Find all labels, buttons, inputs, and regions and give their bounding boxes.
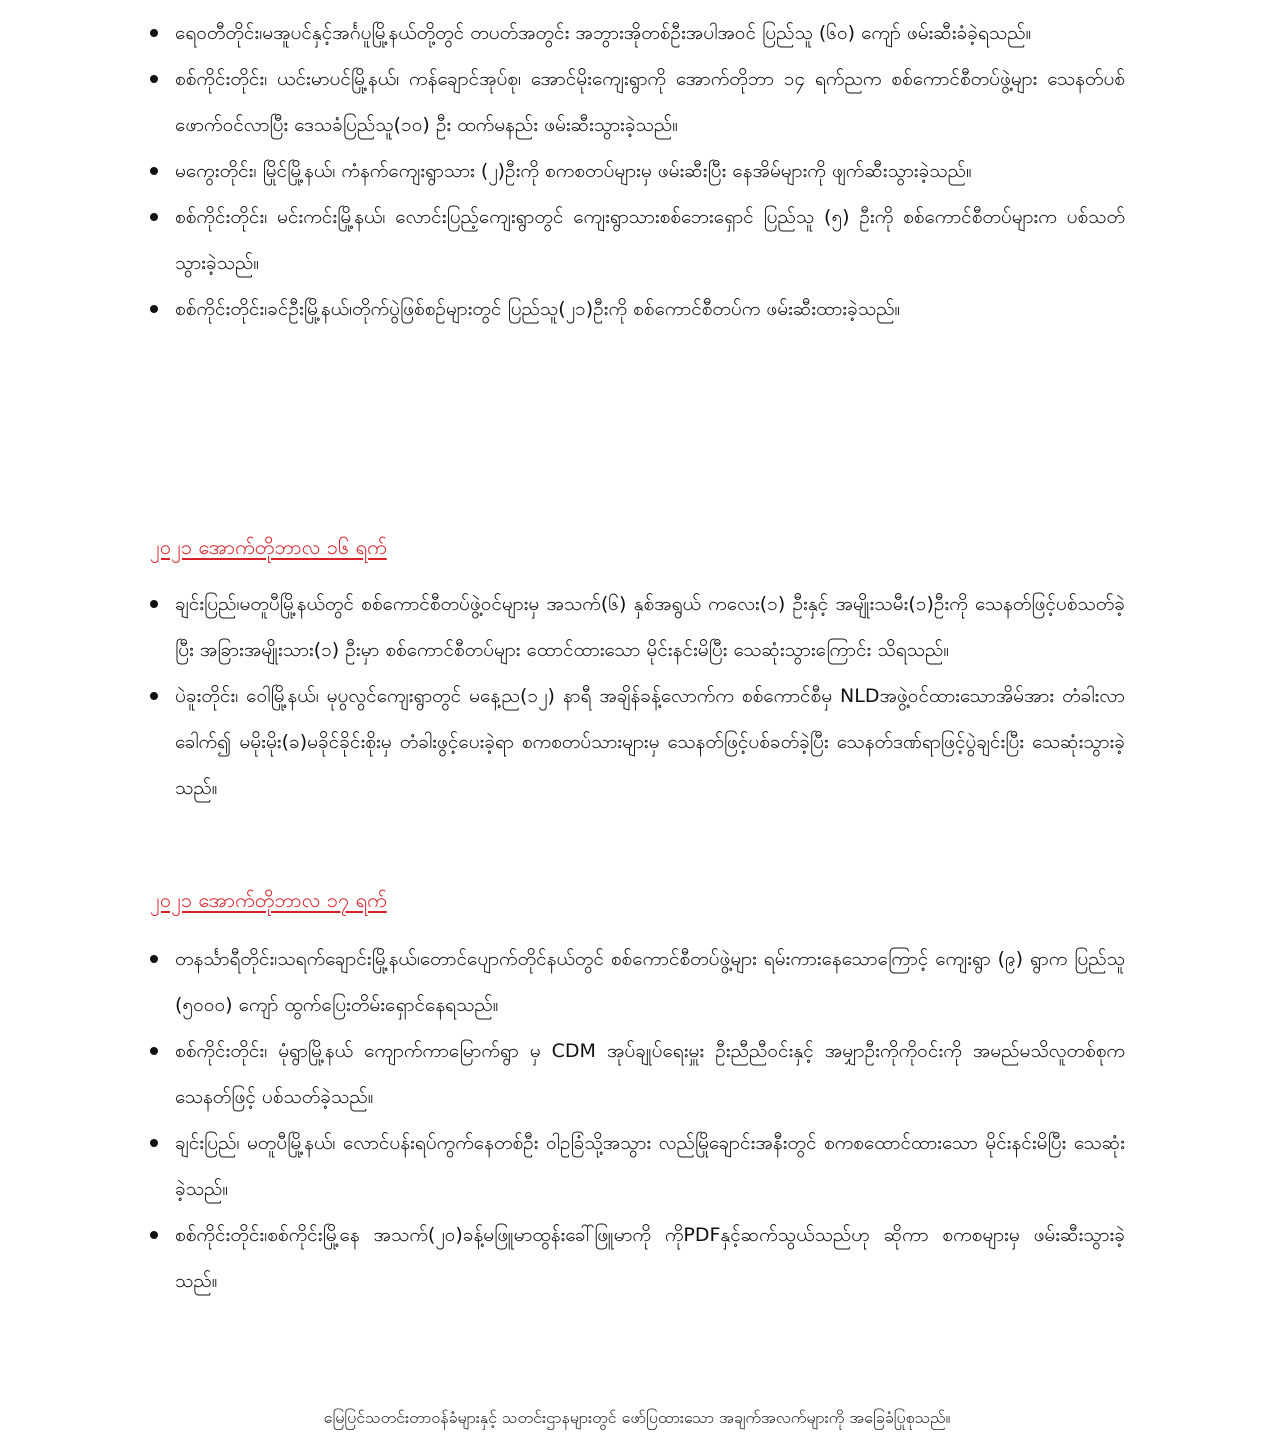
- list-item-text: တနင်္သာရီတိုင်း၊သရက်ချောင်းမြို့နယ်၊တောင်ပျောက်တိုင်နယ်တွင် စစ်ကောင်စီတပ်ဖွဲ့များ ရမ်းကားနေသောကြောင့် ကျေးရွာ (၉) ရွာက ပြည်သူ (၅၀၀၀) ကျော် ထွက်ပြေးတိမ်းရှောင်နေရသည်။: [175, 948, 1125, 1016]
- bullet-icon: [150, 1047, 158, 1055]
- list-item: [150, 673, 1125, 811]
- bullet-icon: [150, 75, 158, 83]
- list-item: [150, 936, 1125, 1028]
- list-item: [150, 286, 1125, 332]
- list-item: [150, 56, 1125, 148]
- date-heading-oct-17: ၂၀၂၁ အောက်တိုဘာလ ၁၇ ရက်: [150, 888, 387, 912]
- bullet-icon: [150, 305, 158, 313]
- list-item: [150, 1028, 1125, 1120]
- bullet-icon: [150, 167, 158, 175]
- incident-list-section3: [150, 936, 1125, 1304]
- list-item-text: ရေဝတီတိုင်း၊မအူပင်နှင့်အင်္ဂပူမြို့နယ်တို့တွင် တပတ်အတွင်း အဘွားအိုတစ်ဦးအပါအဝင် ပြည်သူ (၆၀) ကျော် ဖမ်းဆီးခံခဲ့ရသည်။: [175, 22, 1032, 44]
- bullet-icon: [150, 1231, 158, 1239]
- list-item: [150, 194, 1125, 286]
- list-item: [150, 1120, 1125, 1212]
- bullet-icon: [150, 29, 158, 37]
- list-item-text: စစ်ကိုင်းတိုင်း၊ ယင်းမာပင်မြို့နယ်၊ ကန်ချောင်အုပ်စု၊ အောင်မိုးကျေးရွာကို အောက်တိုဘာ ၁၄ ရက်ညက စစ်ကောင်စီတပ်ဖွဲ့များ သေနတ်ပစ်ဖောက်ဝင်လာပြီး ဒေသခံပြည်သူ(၁၀) ဦး ထက်မနည်း ဖမ်းဆီးသွားခဲ့သည်။: [175, 68, 1125, 136]
- bullet-icon: [150, 213, 158, 221]
- list-item: [150, 1212, 1125, 1304]
- list-item-text: စစ်ကိုင်းတိုင်း၊စစ်ကိုင်းမြို့နေ အသက်(၂၀)ခန့်မဖြူမာထွန်းခေါ်ဖြူမာကို ကိုPDFနှင့်ဆက်သွယ်သည်ဟု ဆိုကာ စကစများမှ ဖမ်းဆီးသွားခဲ့သည်။: [175, 1224, 1125, 1292]
- incident-list-section2: [150, 581, 1125, 811]
- list-item: [150, 581, 1125, 673]
- list-item-text: ပဲခူးတိုင်း၊ ဝေါမြို့နယ်၊ မုပွလွင်ကျေးရွာတွင် မနေ့ည(၁၂) နာရီ အချိန်ခန့်လောက်က စစ်ကောင်စီမှ NLDအဖွဲ့ဝင်ထားသောအိမ်အား တံခါးလာခေါက်၍ မမိုးမိုး(ခ)မခိုင်ခိုင်းစိုးမှ တံခါးဖွင့်ပေးခဲ့ရာ စကစတပ်သားများမှ သေနတ်ဖြင့်ပစ်ခတ်ခဲ့ပြီး သေနတ်ဒဏ်ရာဖြင့်ပွဲချင်းပြီး သေဆုံးသွားခဲ့သည်။: [175, 685, 1125, 799]
- date-heading-oct-16: ၂၀၂၁ အောက်တိုဘာလ ၁၆ ရက်: [150, 535, 387, 559]
- bullet-icon: [150, 1139, 158, 1147]
- list-item-text: စစ်ကိုင်းတိုင်း၊ခင်ဦးမြို့နယ်၊တိုက်ပွဲဖြစ်စဉ်များတွင် ပြည်သူ(၂၁)ဦးကို စစ်ကောင်စီတပ်က ဖမ်းဆီးထားခဲ့သည်။: [175, 298, 901, 320]
- list-item-text: ချင်းပြည်၊ မတူပီမြို့နယ်၊ လောင်ပန်းရပ်ကွက်နေတစ်ဦး ဝါဥခြံသို့အသွား လည်မြိုချောင်းအနီးတွင် စကစထောင်ထားသော မိုင်းနင်းမိပြီး သေဆုံးခဲ့သည်။: [175, 1132, 1125, 1200]
- bullet-icon: [150, 955, 158, 963]
- bullet-icon: [150, 600, 158, 608]
- list-item-text: စစ်ကိုင်းတိုင်း၊ မင်းကင်းမြို့နယ်၊ လောင်းပြည့်ကျေးရွာတွင် ကျေးရွာသားစစ်ဘေးရှောင် ပြည်သူ (၅) ဦးကို စစ်ကောင်စီတပ်များက ပစ်သတ်သွားခဲ့သည်။: [175, 206, 1125, 274]
- list-item-text: မကွေးတိုင်း၊ မြိုင်မြို့နယ်၊ ကံနက်ကျေးရွာသား (၂)ဦးကို စကစတပ်များမှ ဖမ်းဆီးပြီး နေအိမ်များကို ဖျက်ဆီးသွားခဲ့သည်။: [175, 160, 972, 182]
- list-item: [150, 10, 1125, 56]
- bullet-icon: [150, 692, 158, 700]
- source-footer: မြေပြင်သတင်းတာဝန်ခံများနှင့် သတင်းဌာနများတွင် ဖော်ပြထားသော အချက်အလက်များကို အခြေခံပြုစုသည်။: [323, 1408, 951, 1427]
- incident-list-section1: [150, 10, 1125, 332]
- list-item-text: စစ်ကိုင်းတိုင်း၊ မုံရွာမြို့နယ် ကျောက်ကာမြောက်ရွာ မှ CDM အုပ်ချုပ်ရေးမှူး ဦးညီညီဝင်းနှင့် အမျှာဦးကိုကိုဝင်းကို အမည်မသိလူတစ်စုက သေနတ်ဖြင့် ပစ်သတ်ခဲ့သည်။: [175, 1040, 1125, 1108]
- list-item: [150, 148, 1125, 194]
- list-item-text: ချင်းပြည်၊မတူပီမြို့နယ်တွင် စစ်ကောင်စီတပ်ဖွဲ့ဝင်များမှ အသက်(၆) နှစ်အရွယ် ကလေး(၁) ဦးနှင့် အမျိုးသမီး(၁)ဦးကို သေနတ်ဖြင့်ပစ်သတ်ခဲ့ပြီး အခြားအမျိုးသား(၁) ဦးမှာ စစ်ကောင်စီတပ်များ ထောင်ထားသော မိုင်းနင်းမိပြီး သေဆုံးသွားကြောင်း သိရသည်။: [175, 593, 1125, 661]
